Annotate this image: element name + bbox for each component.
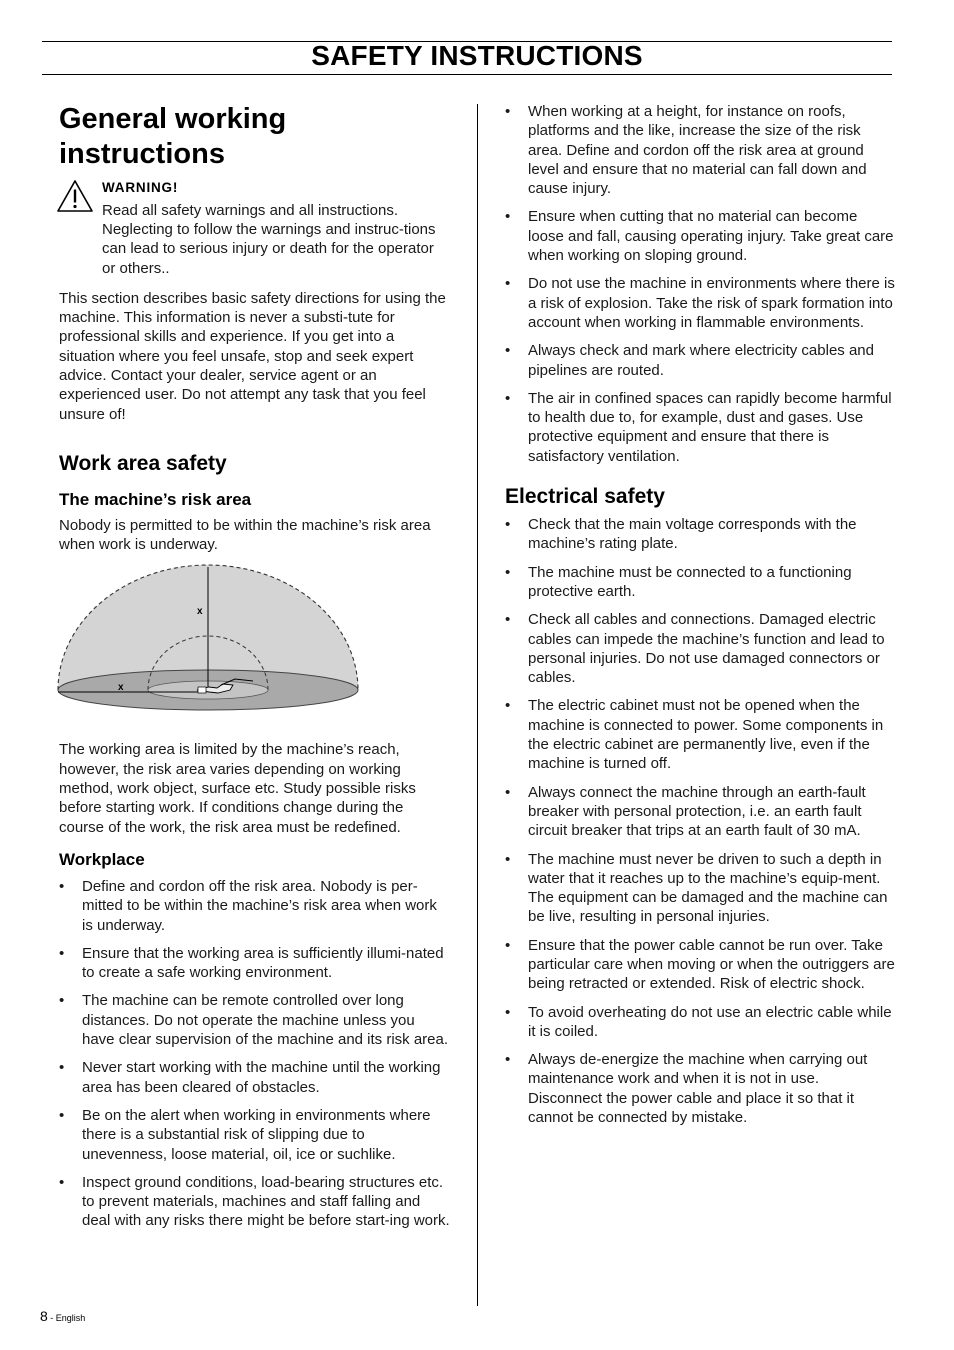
left-column [59,102,451,1240]
header-bottom-rule [42,74,892,75]
list-item: • To avoid overheating do not use an electric cable while it is coiled. [505,1003,892,1040]
warning-label: WARNING! [102,180,179,195]
horizontal-x-label: x [118,682,124,694]
list-item: • Always connect the machine through an earth-fault breaker with personal protection, i.e. an earth fault circuit breaker that trips at an earth fault of 30 mA. [505,783,866,840]
list-item: • Define and cordon off the risk area. Nobody is per-mitted to be within the machine’s risk area when work is underway. [59,877,437,934]
work-area-safety-heading: Work area safety [59,451,227,475]
risk-area-diagram [56,564,360,716]
list-item: • Ensure that the power cable cannot be run over. Take particular care when moving or when the outriggers are being retracted or extended. Risk of electric shock. [505,936,895,993]
electrical-safety-heading: Electrical safety [505,485,665,509]
list-item: • Be on the alert when working in environments where there is a substantial risk of slipping due to unevenness, loose material, oil, ice or suchlike. [59,1106,431,1163]
list-item: • When working at a height, for instance on roofs, platforms and the like, increase the size of the risk area. Define and cordon off the risk area at ground level and ensure that no material can fall down and cause injury. [505,103,867,198]
column-divider [477,104,478,1306]
right-column [505,102,897,1136]
list-item: • Do not use the machine in environments where there is a risk of explosion. Take the risk of spark formation into account when working in flammable environments. [505,275,895,331]
list-item: • Always de-energize the machine when carrying out maintenance work and when it is not in use. Disconnect the power cable and place it so that it cannot be connected by mistake. [505,1051,868,1127]
warning-triangle-icon [56,179,94,213]
list-item: • Ensure when cutting that no material can become loose and fall, causing operating injury. Take great care when working on sloping ground. [505,208,894,265]
height-safety-list [505,102,897,466]
list-item: • Check all cables and connections. Damaged electric cables can impede the machine’s function and lead to personal injuries. Do not use damaged connectors or cables. [505,611,885,687]
list-item: • The machine can be remote controlled over long distances. Do not operate the machine unless you have clear supervision of the machine and its risk area. [59,992,449,1049]
workplace-list [59,877,451,1231]
language-label: - English [47,1313,86,1323]
list-item: • The electric cabinet must not be opened when the machine is connected to power. Some components in the electric cabinet are permanently live, even if the machine is turned off. [505,697,884,773]
warning-box [59,179,451,278]
list-item: • The machine must never be driven to such a depth in water that it reaches up to the machine’s equip-ment. The equipment can be damaged and the machine can be live, resulting in personal injuries. [505,850,888,926]
working-area-paragraph: The working area is limited by the machine’s reach, however, the risk area varies depending on working method, work object, surface etc. Study possible risks before starting work. If conditions change during the course of the work, the risk area must be redefined. [59,741,416,836]
list-item: • Check that the main voltage corresponds with the machine’s rating plate. [505,516,857,553]
page-footer [40,1308,85,1324]
risk-area-heading: The machine’s risk area [59,489,252,509]
risk-area-text: Nobody is permitted to be within the machine’s risk area when work is underway. [59,516,431,554]
vertical-x-label: x [197,606,203,618]
page-number: 8 [40,1308,48,1324]
intro-paragraph: This section describes basic safety directions for using the machine. This information is never a substi-tute for professional skills and experience. If you get into a situation where you feel unsafe, stop and seek expert advice. Contact your dealer, service agent or an experienced user. Do not attempt any task that you feel unsure of! [59,289,446,423]
list-item: • Ensure that the working area is sufficiently illumi-nated to create a safe working environment. [59,944,444,982]
list-item: • The machine must be connected to a functioning protective earth. [505,563,852,600]
list-item: • Inspect ground conditions, load-bearing structures etc. to prevent materials, machines and staff falling and deal with any risks there might be before start-ing work. [59,1173,450,1230]
electrical-safety-list [505,515,897,1127]
workplace-heading: Workplace [59,849,145,869]
list-item: • Never start working with the machine until the working area has been cleared of obstacles. [59,1059,441,1096]
page-header-title: SAFETY INSTRUCTIONS [311,40,643,71]
warning-text: Read all safety warnings and all instructions. Neglecting to follow the warnings and instruc-tions can lead to serious injury or death for the operator or others.. [102,202,436,277]
list-item: • Always check and mark where electricity cables and pipelines are routed. [505,342,874,379]
list-item: • The air in confined spaces can rapidly become harmful to health due to, for example, dust and gases. Use protective equipment and ensure that there is satisfactory ventilation. [505,389,892,465]
section-heading: General working instructions [59,103,287,170]
